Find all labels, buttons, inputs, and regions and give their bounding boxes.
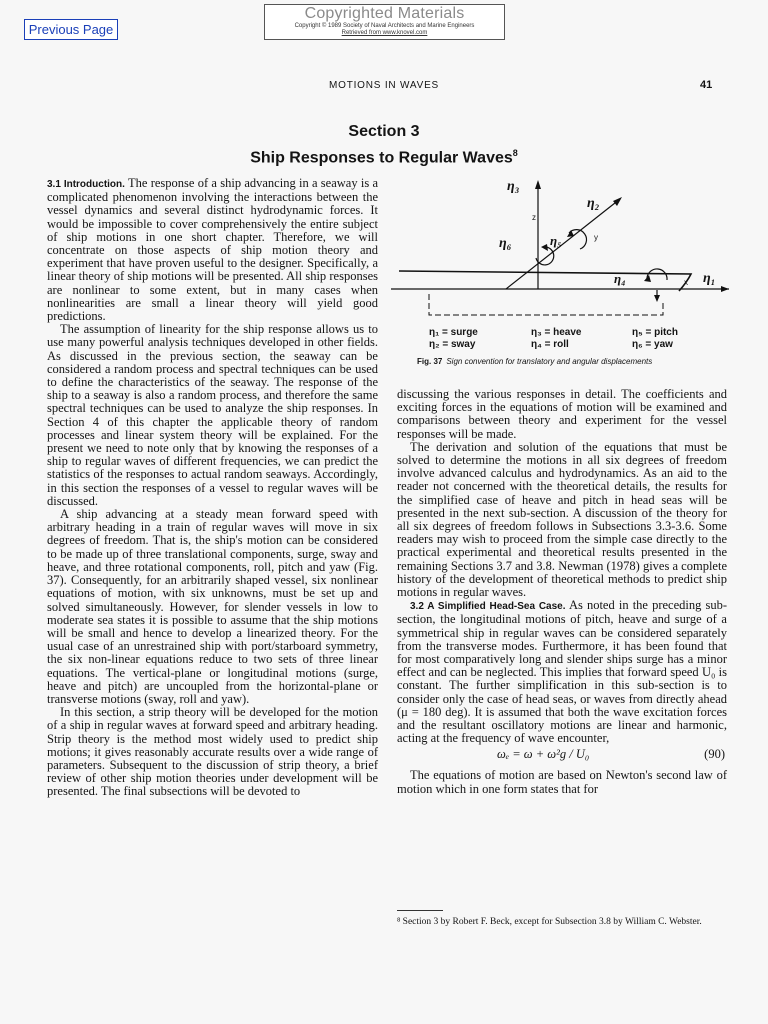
eta3-label: η₃ xyxy=(507,179,520,194)
legend-pitch: η₅ = pitch xyxy=(632,327,678,338)
legend-yaw: η₆ = yaw xyxy=(632,339,673,350)
equation-body: ωₑ = ω + ω²g / U₀ xyxy=(497,747,590,762)
y-axis-label: y xyxy=(594,233,598,242)
eta6-label: η₆ xyxy=(499,236,512,251)
left-column xyxy=(47,177,378,799)
section-title-footnote-mark: 8 xyxy=(512,148,518,158)
paragraph: discussing the various responses in detail. The coefficients and exciting forces in the equations of motion will be examined and comparisons between theory and experiment for the vessel responses will be made. xyxy=(397,387,727,441)
legend-surge: η₁ = surge xyxy=(429,327,478,338)
previous-page-button[interactable]: Previous Page xyxy=(24,19,118,40)
ship-axes-diagram xyxy=(391,174,733,352)
paragraph: The assumption of linearity for the ship response allows us to use many powerful analysis techniques developed in other fields. As discussed in the previous section, the seaway can be considered a random process and spectral techniques can be used to define the characteristics of the seaway. The response of the ship to a seaway is also a random process, and therefore the same spectral techniques can be used to analyze the ship responses. In Section 4 of this chapter the applicable theory of random processes and linear system theory will be explained. For the present we need to note only that by knowing the responses of a ship to regular waves of different frequencies, we can predict the statistics of the responses to actual random seaways. Accordingly, in this section the responses of a vessel to regular waves will be discussed. xyxy=(47,322,378,508)
legend-col-3 xyxy=(632,327,678,351)
eta5-label: η₅ xyxy=(550,233,562,248)
knovel-link[interactable]: Retrieved from www.knovel.com xyxy=(341,30,428,36)
footnote-rule xyxy=(397,910,443,911)
eta4-label: η₄ xyxy=(614,271,626,286)
caption-text: Sign convention for translatory and angular displacements xyxy=(446,357,653,366)
paragraph: The derivation and solution of the equations that must be solved to determine the motions in all six degrees of freedom involve advanced calculus and hydrodynamics. As an aid to the reader not concerned with the theoretical details, the results for the simplified case of heave and pitch in head seas will be presented in the next sub-section. A discussion of the theory for all six degrees of freedom follows in Subsections 3.3-3.6. Some readers may wish to proceed from the simple case directly to the practical experimental and theoretical results presented in the remaining Sections 3.7 and 3.8. Newman (1978) gives a complete history of the development of theoretical methods to predict ship motions in regular waves. xyxy=(397,439,727,600)
eta1-label: η₁ xyxy=(703,271,716,286)
eta2-label: η₂ xyxy=(587,196,600,211)
figure-caption xyxy=(417,357,652,366)
section-number: Section 3 xyxy=(348,123,420,140)
intro-text: The response of a ship advancing in a seaway is a complicated phenomenon involving the interactions between the vessel dynamics and several distinct hydrodynamic forces. It would be impossible to cover comprehensively the entire subject of ship motions in one short chapter. Therefore, we will concentrate on those aspects of ship motion theory and experiment that have proven useful to the designer. Specifically, a linear theory of ship motions will be presented. All ship responses are nonlinear to some extent, but in many cases when nonlinearities are small a linear theory will yield good predictions. xyxy=(47,176,379,324)
paragraph-intro xyxy=(47,177,378,323)
paragraph: In this section, a strip theory will be developed for the motion of a ship in regular waves at forward speed and arbitrary heading. Strip theory is the method most widely used to predict ship motions; it gives reasonably accurate results over a wide range of parameters. Subsequent to the discussion of strip theory, a brief review of other ship motion theories under development will be presented. The final subsections will be devoted to xyxy=(47,705,378,799)
footnote: ⁸ Section 3 by Robert F. Beck, except for Subsection 3.8 by William C. Webster. xyxy=(397,917,702,927)
legend-heave: η₃ = heave xyxy=(531,327,582,338)
copyright-notice xyxy=(264,4,505,40)
legend-sway: η₂ = sway xyxy=(429,339,476,350)
legend-col-1 xyxy=(429,327,478,351)
paragraph: The equations of motion are based on Newton's second law of motion which in one form states that for xyxy=(397,768,727,796)
intro-lead: 3.1 Introduction. xyxy=(47,179,125,190)
simplified-head-sea-lead: 3.2 A Simplified Head-Sea Case. xyxy=(410,601,566,613)
paragraph: A ship advancing at a steady mean forward speed with arbitrary heading in a train of regular waves will move in six degrees of freedom. That is, the ship's motion can be considered to be made up of three translational components, surge, sway and heave, and three rotational components, roll, pitch and yaw (Fig. 37). Consequently, for an arbitrarily shaped vessel, six nonlinear equations of motion, with six unknowns, must be set up and solved simultaneously. However, for slender vessels in low to moderate sea states it is possible to assume that the ship motions will be small and hence to develop a linearized theory. For the usual case of an unrestrained ship with port/starboard symmetry, the six non-linear equations reduce to two sets of three linear equations. The vertical-plane or longitudinal motions (surge, heave and pitch) are uncoupled from the horizontal-plane or transverse motions (sway, roll and yaw). xyxy=(47,507,378,706)
legend-roll: η₄ = roll xyxy=(531,339,569,350)
equation-number: (90) xyxy=(704,747,725,762)
copyright-title: Copyrighted Materials xyxy=(304,5,465,22)
x-axis-label: x xyxy=(684,278,688,287)
running-head: MOTIONS IN WAVES xyxy=(328,80,440,91)
section-title xyxy=(0,148,768,167)
caption-label: Fig. 37 xyxy=(417,357,443,366)
figure-37 xyxy=(391,174,733,374)
page-number: 41 xyxy=(700,79,713,91)
paragraph-simplified-head-sea xyxy=(397,599,727,745)
equation-90 xyxy=(397,748,727,764)
simplified-head-sea-text: As noted in the preceding sub-section, the longitudinal motions of pitch, heave and surge of a symmetrical ship in regular waves can be considered separately from the transverse modes. Furthermore, it has been found that for most comparatively long and slender ships surge has a minor effect and can be neglected. This implies that forward speed U₀ is constant. The further simplification in this sub-section is to consider only the case of head seas, or waves from directly ahead (μ = 180 deg). It is assumed that both the wave excitation forces and the resultant oscillatory motions are linear and harmonic, acting at the frequency of wave encounter, xyxy=(397,598,728,746)
right-column xyxy=(397,388,727,796)
copyright-line: Copyright © 1989 Society of Naval Architects and Marine Engineers xyxy=(294,23,475,29)
section-title-text: Ship Responses to Regular Waves xyxy=(250,149,513,167)
z-axis-label: z xyxy=(532,213,536,222)
legend-col-2 xyxy=(531,327,581,351)
